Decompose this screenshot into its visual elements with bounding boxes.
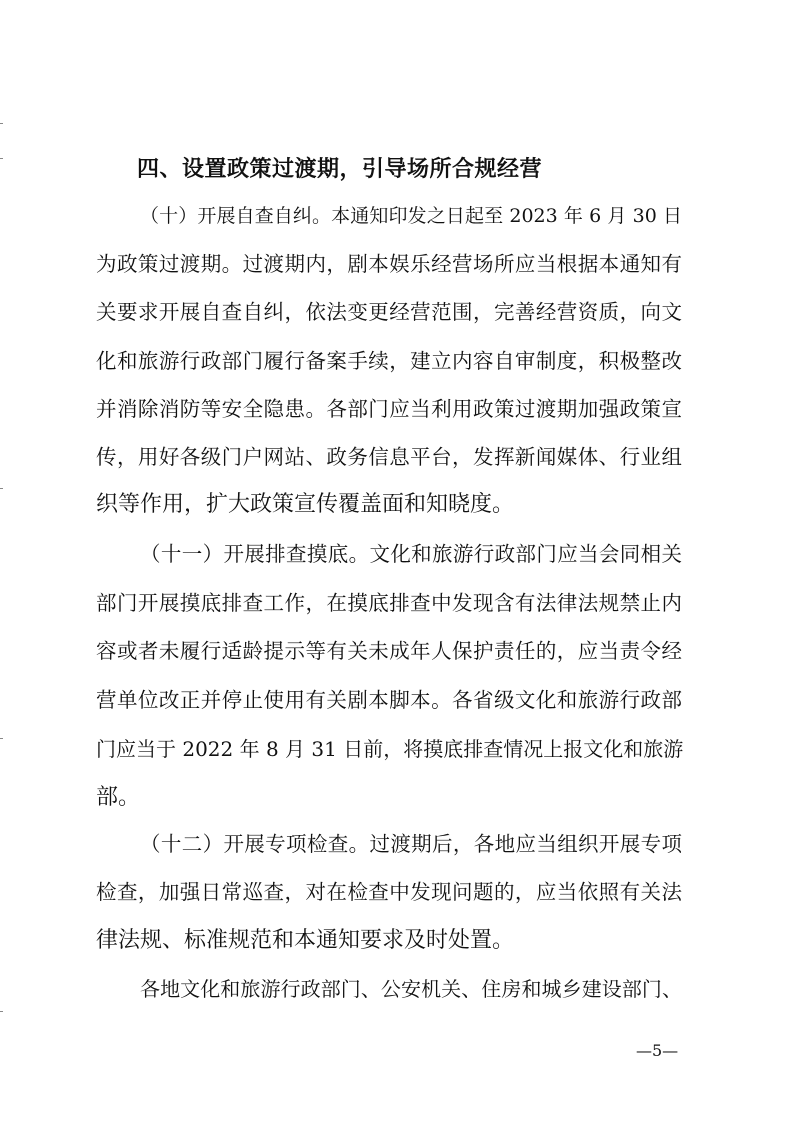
scan-margin-mark [0, 1011, 3, 1012]
paragraph-1-line-5: 并消除消防等安全隐患。各部门应当利用政策过渡期加强政策宣 [96, 397, 682, 421]
page-number: —5— [636, 1041, 679, 1060]
paragraph-1-line-3: 关要求开展自查自纠，依法变更经营范围，完善经营资质，向文 [96, 300, 682, 324]
paragraph-2-line-3: 容或者未履行适龄提示等有关未成年人保护责任的，应当责令经 [96, 639, 682, 663]
paragraph-2-line-4: 营单位改正并停止使用有关剧本脚本。各省级文化和旅游行政部 [96, 688, 682, 712]
paragraph-1-line-2: 为政策过渡期。过渡期内，剧本娱乐经营场所应当根据本通知有 [96, 252, 682, 276]
paragraph-2-line-1: （十一）开展排查摸底。文化和旅游行政部门应当会同相关 [140, 542, 682, 566]
section-title: 四、设置政策过渡期，引导场所合规经营 [137, 157, 543, 182]
scan-margin-mark [0, 488, 3, 489]
paragraph-3-line-2: 检查，加强日常巡查，对在检查中发现问题的，应当依照有关法 [96, 880, 682, 904]
paragraph-1-line-4: 化和旅游行政部门履行备案手续，建立内容自审制度，积极整改 [96, 349, 682, 373]
paragraph-1-line-6: 传，用好各级门户网站、政务信息平台，发挥新闻媒体、行业组 [96, 445, 682, 469]
paragraph-3-line-3: 律法规、标准规范和本通知要求及时处置。 [96, 928, 515, 953]
paragraph-1-line-7: 织等作用，扩大政策宣传覆盖面和知晓度。 [96, 492, 515, 517]
scan-margin-mark [0, 158, 3, 159]
paragraph-2-line-2: 部门开展摸底排查工作，在摸底排查中发现含有法律法规禁止内 [96, 591, 682, 615]
paragraph-4-line-1: 各地文化和旅游行政部门、公安机关、住房和城乡建设部门、 [140, 977, 682, 1001]
paragraph-2-line-6: 部。 [96, 785, 141, 810]
scan-margin-mark [0, 738, 3, 739]
paragraph-2-line-5: 门应当于 2022 年 8 月 31 日前，将摸底排查情况上报文化和旅游 [96, 737, 684, 761]
scan-margin-mark [0, 123, 3, 124]
paragraph-1-line-1: （十）开展自查自纠。本通知印发之日起至 2023 年 6 月 30 日 [140, 205, 682, 227]
paragraph-3-line-1: （十二）开展专项检查。过渡期后，各地应当组织开展专项 [140, 832, 682, 856]
